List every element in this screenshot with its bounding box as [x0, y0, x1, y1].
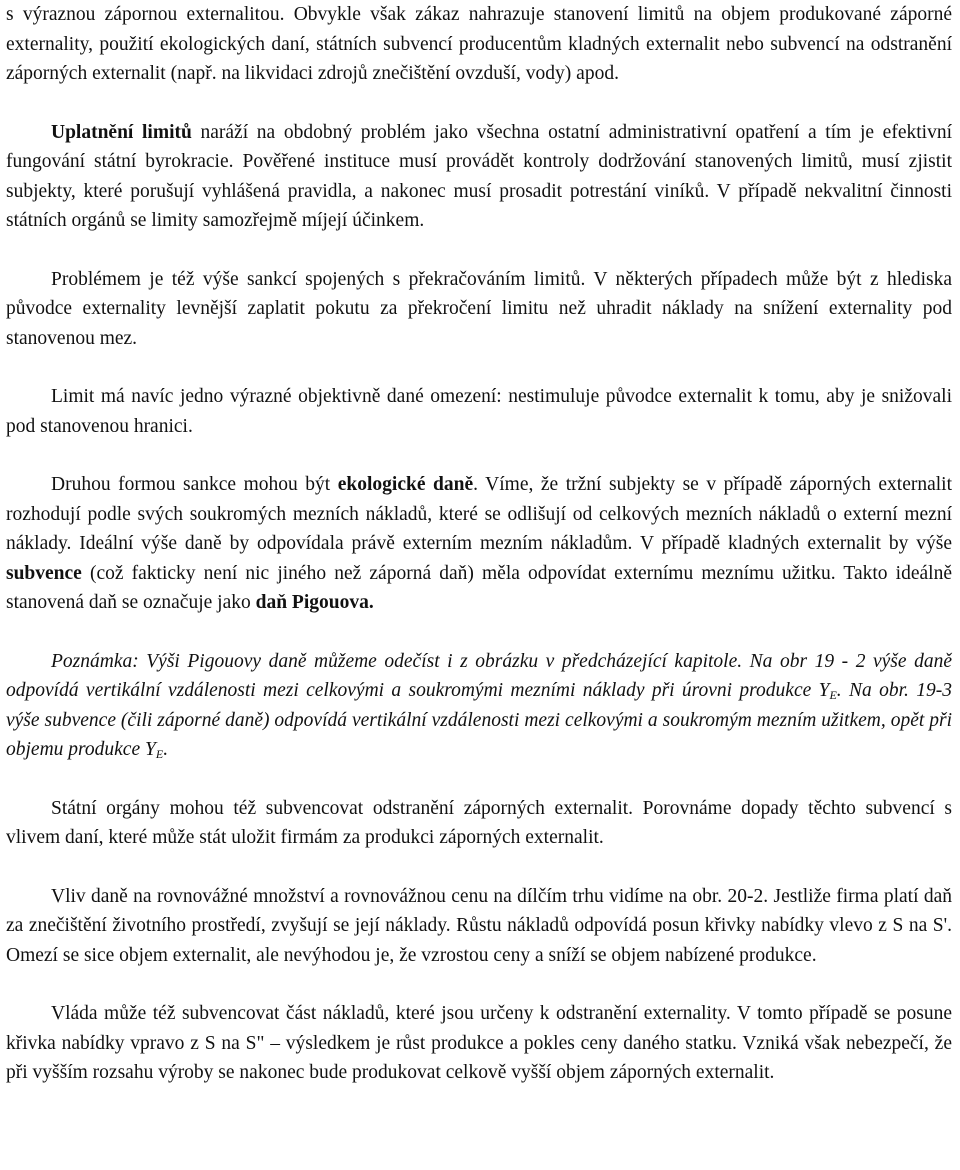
- paragraph-text: (což fakticky není nic jiného než záporná daň) měla odpovídat externímu meznímu užitku. Takto ideálně stanovená daň se označuje jako: [6, 562, 952, 613]
- subscript: E: [829, 688, 837, 702]
- subscript: E: [155, 747, 164, 761]
- paragraph-text: Problémem je též výše sankcí spojených s překračováním limitů. V některých případech může být z hlediska původce externality levnější zaplatit pokutu za překročení limitu než uhradit náklady na snížení externality pod stanovenou mez.: [6, 268, 952, 349]
- paragraph-tax-effect: [6, 882, 952, 971]
- paragraph-text: Vláda může též subvencovat část nákladů, které jsou určeny k odstranění externality. V tomto případě se posune křivka nabídky vpravo z S na S" – výsledkem je růst produkce a pokles ceny daného statku. Vzniká však nebezpečí, že při vyšším rozsahu výroby se nakonec bude produkovat celkově vyšší objem záporných externalit.: [6, 1003, 952, 1083]
- bold-term-pigou-tax: daň Pigouova.: [255, 592, 374, 613]
- note-pigou-tax: [6, 647, 952, 765]
- paragraph-text: . Víme, že tržní subjekty se v případě záporných externalit rozhodují podle svých soukromých mezních nákladů, které se odlišují od celkových mezních nákladů o externí mezní náklady. Ideální výše daně by odpovídala právě externím mezním nákladům. V případě kladných externalit by výše: [6, 474, 952, 554]
- bold-term-subsidy: subvence: [6, 562, 82, 584]
- paragraph-text: Vliv daně na rovnovážné množství a rovnovážnou cenu na dílčím trhu vidíme na obr. 20-2. Jestliže firma platí daň za znečištění životního prostředí, zvyšují se její náklady. Růstu nákladů odpovídá posun křivky nabídky vlevo z S na S'. Omezí se sice objem externalit, ale nevýhodou je, že vzrostou ceny a sníží se objem nabízené produkce.: [6, 885, 952, 966]
- paragraph-text: s výraznou zápornou externalitou. Obvykle však zákaz nahrazuje stanovení limitů na objem produkované záporné externality, použití ekologických daní, státních subvencí producentům kladných externalit nebo subvencí na odstranění záporných externalit (např. na likvidaci zdrojů znečištění ovzduší, vody) apod.: [6, 4, 952, 84]
- document-page: [6, 0, 952, 1088]
- paragraph-limits: [6, 118, 952, 236]
- paragraph-limit-constraint: [6, 382, 952, 441]
- bold-term-limits: Uplatnění limitů: [51, 121, 192, 143]
- paragraph-text: Limit má navíc jedno výrazné objektivně dané omezení: nestimuluje původce externalit k tomu, aby je snižovali pod stanovenou hranici.: [6, 386, 952, 437]
- bold-term-ecological-taxes: ekologické daně: [337, 474, 474, 495]
- paragraph-externality-intro: [6, 0, 952, 89]
- paragraph-subsidy-effect: [6, 999, 952, 1088]
- paragraph-text: Státní orgány mohou též subvencovat odstranění záporných externalit. Porovnáme dopady těchto subvencí s vlivem daní, které může stát uložit firmám za produkci záporných externalit.: [6, 797, 952, 848]
- paragraph-sanctions: [6, 265, 952, 354]
- paragraph-ecological-taxes: [6, 470, 952, 618]
- note-text: . Na obr. 19-3 výše subvence (čili záporné daně) odpovídá vertikální vzdálenosti mezi celkovými a soukromým mezním užitkem, opět při objemu produkce Y: [6, 680, 952, 760]
- paragraph-text: naráží na obdobný problém jako všechna ostatní administrativní opatření a tím je efektivní fungování státní byrokracie. Pověřené instituce musí provádět kontroly dodržování stanovených limitů, musí zjistit subjekty, které porušují vyhlášená pravidla, a nakonec musí prosadit potrestání viníků. V případě nekvalitní činnosti státních orgánů se limity samozřejmě míjejí účinkem.: [6, 121, 952, 231]
- paragraph-text: Druhou formou sankce mohou být: [51, 474, 338, 495]
- paragraph-state-subsidies: [6, 794, 952, 853]
- note-text: Poznámka: Výši Pigouovy daně můžeme odečíst i z obrázku v předcházející kapitole. Na obr 19 - 2 výše daně odpovídá vertikální vzdálenosti mezi celkovými a soukromými mezními náklady při úrovni produkce Y: [6, 650, 952, 701]
- note-text: .: [163, 739, 169, 760]
